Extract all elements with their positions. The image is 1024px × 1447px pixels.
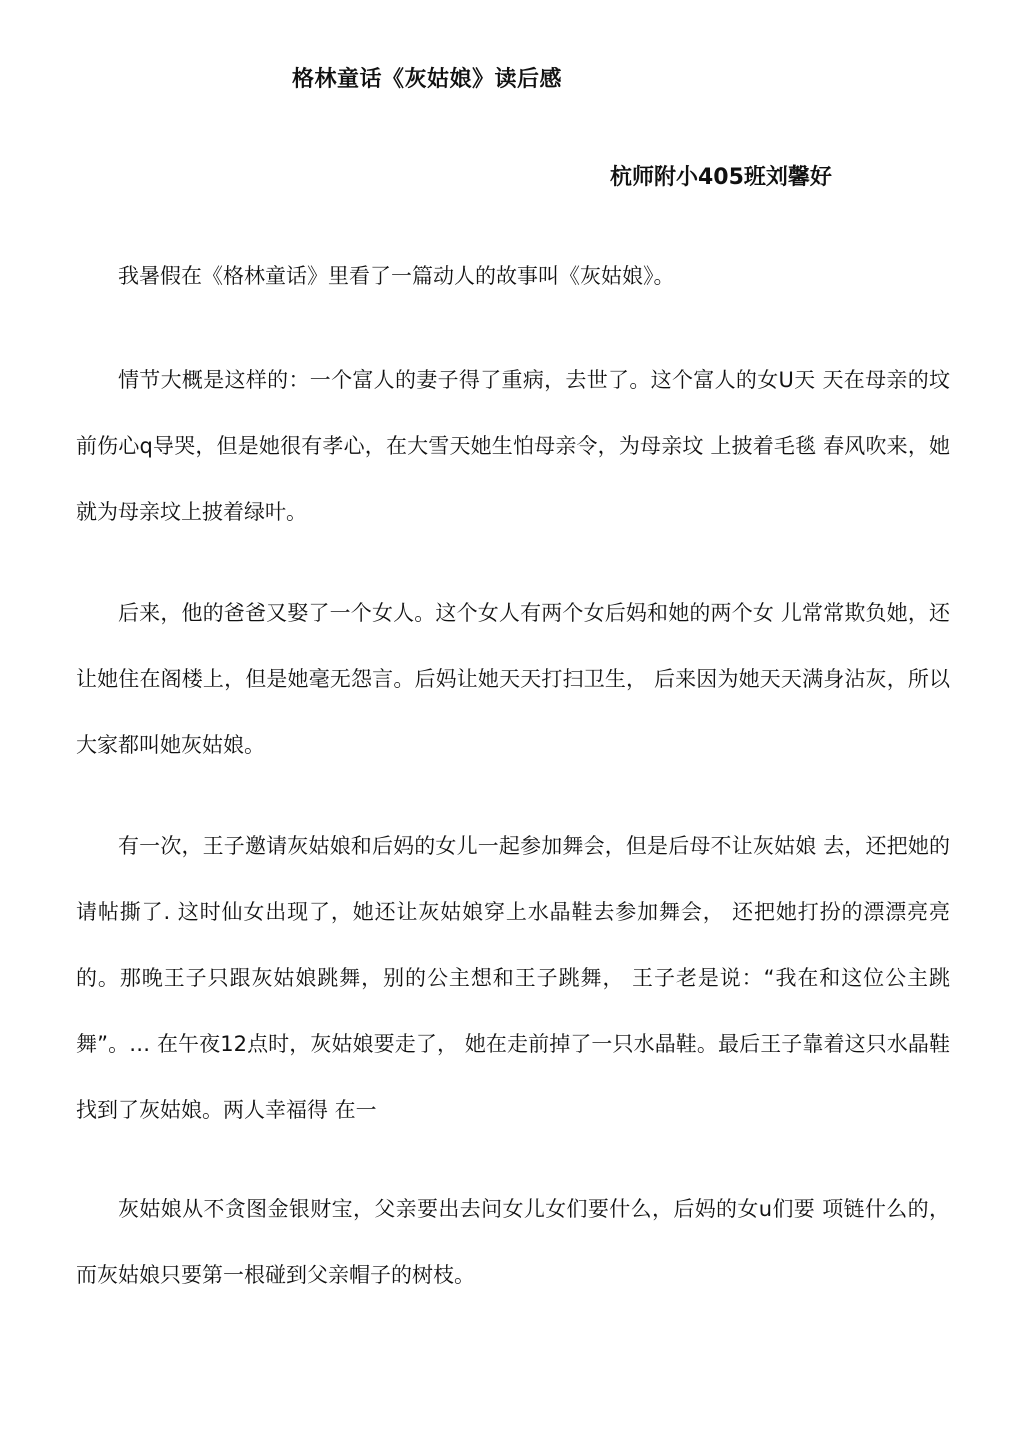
paragraph-5: 灰姑娘从不贪图金银财宝，父亲要出去问女儿女们要什么，后妈的女u们要 项链什么的，而灰姑娘只要第一根碰到父亲帽子的树枝。 xyxy=(76,1197,950,1287)
paragraph-4: 有一次，王子邀请灰姑娘和后妈的女儿一起参加舞会，但是后母不让灰姑娘 去，还把她的请帖撕了. 这时仙女出现了，她还让灰姑娘穿上水晶鞋去参加舞会， 还把她打扮的漂漂亮亮的。那晚王子只跟灰姑娘跳舞，别的公主想和王子跳舞， 王子老是说：“我在和这位公主跳舞”。… 在午夜12点时，灰姑娘要走了， 她在走前掉了一只水晶鞋。最后王子靠着这只水晶鞋找到了灰姑娘。两人幸福得 在一 xyxy=(76,834,950,1122)
author-line: 杭师附小405班刘馨好 xyxy=(610,165,832,190)
paragraph-2: 情节大概是这样的：一个富人的妻子得了重病，去世了。这个富人的女U天 天在母亲的坟前伤心q导哭，但是她很有孝心，在大雪天她生怕母亲令，为母亲坟 上披着毛毯 春风吹来，她就为母亲坟上披着绿叶。 xyxy=(76,368,950,524)
paragraph-3: 后来，他的爸爸又娶了一个女人。这个女人有两个女后妈和她的两个女 儿常常欺负她，还让她住在阁楼上，但是她毫无怨言。后妈让她天天打扫卫生， 后来因为她天天满身沾灰，所以大家都叫她灰姑娘。 xyxy=(76,601,950,757)
paragraph-1: 我暑假在《格林童话》里看了一篇动人的故事叫《灰姑娘》。 xyxy=(118,264,675,288)
document-title: 格林童话《灰姑娘》读后感 xyxy=(292,67,563,92)
